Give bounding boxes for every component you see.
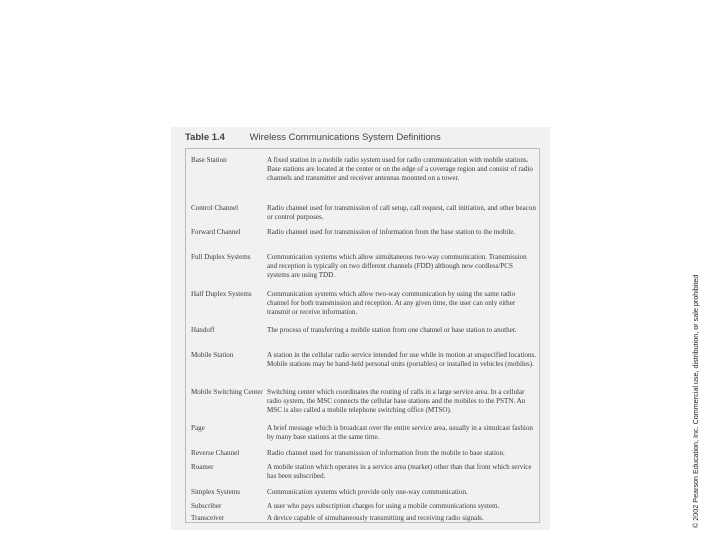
definition-cell: The process of transferring a mobile station from one channel or base station to another. [267,326,517,334]
term-cell: Forward Channel [191,228,241,236]
definition-cell: A station in the cellular radio service intended for use while in motion at unspecified locations. Mobile stations may be hand-held personal units (portables) or installed in vehicles (mobiles). [267,351,537,369]
definition-cell: Radio channel used for transmission of information from the base station to the mobile. [267,228,516,236]
definition-cell: Communication systems which allow simultaneous two-way communication. Transmission and reception is typically on two different channels (FDD) although new cordless/PCS systems are using TDD. [267,253,527,280]
table-number: Table 1.4 [185,132,225,143]
definition-cell: A brief message which is broadcast over the entire service area, usually in a simulcast fashion by many base stations at the same time. [267,424,533,442]
term-cell: Transceiver [191,514,225,522]
copyright-notice: © 2002 Pearson Education, Inc. Commercial use, distribution, or sale prohibited [691,274,700,528]
term-cell: Half Duplex Systems [191,290,252,298]
definition-cell: Radio channel used for transmission of information from the mobile to base station. [267,449,505,457]
term-cell: Subscriber [191,502,222,510]
definition-cell: A fixed station in a mobile radio system used for radio communication with mobile stations. Base stations are located at the center or on the edge of a coverage region and consist of radio channels and transmitter and receiver antennas mounted on a tower. [267,156,533,183]
term-cell: Mobile Station [191,351,234,359]
definitions-table [185,148,540,523]
term-cell: Page [191,424,205,432]
definition-cell: Communication systems which allow two-way communication by using the same radio channel for both transmission and reception. At any given time, the user can only either transmit or receive information. [267,290,516,317]
definition-cell: A device capable of simultaneously transmitting and receiving radio signals. [267,514,484,522]
definition-cell: A user who pays subscription charges for using a mobile communications system. [267,502,500,510]
term-cell: Simplex Systems [191,488,241,496]
term-cell: Base Station [191,156,227,164]
definition-cell: Radio channel used for transmission of call setup, call request, call initiation, and other beacon or control purposes. [267,204,536,222]
term-cell: Roamer [191,463,214,471]
term-cell: Full Duplex Systems [191,253,251,261]
definition-cell: A mobile station which operates in a service area (market) other than that from which service has been subscribed. [267,463,532,481]
definition-cell: Communication systems which provide only one-way communication. [267,488,468,496]
term-cell: Handoff [191,326,215,334]
definition-cell: Switching center which coordinates the routing of calls in a large service area. In a cellular radio system, the MSC connects the cellular base stations and the mobiles to the PSTN. An MSC is also called a mobile telephone switching office (MTSO). [267,388,526,415]
scanned-table-page [171,127,550,530]
table-title: Wireless Communications System Definitions [249,132,441,143]
term-cell: Mobile Switching Center [191,388,263,396]
term-cell: Control Channel [191,204,239,212]
term-cell: Reverse Channel [191,449,240,457]
